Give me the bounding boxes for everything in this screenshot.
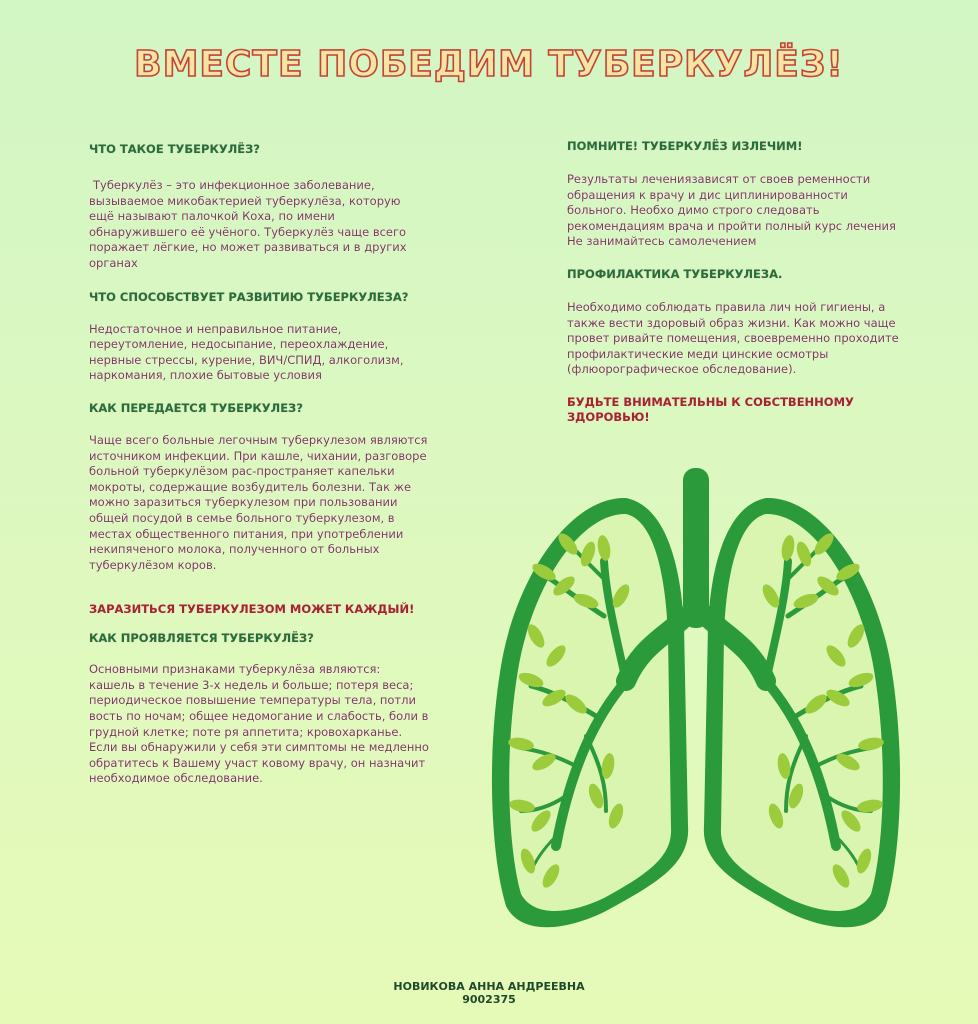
heading-transmission: КАК ПЕРЕДАЕТСЯ ТУБЕРКУЛЕЗ? [89,400,303,415]
trachea [683,468,709,628]
heading-be-attentive: БУДЬТЕ ВНИМАТЕЛЬНЫ К СОБСТВЕННОМУ ЗДОРОВЬЮ! [567,394,854,424]
heading-prevention: ПРОФИЛАКТИКА ТУБЕРКУЛЕЗА. [567,266,783,281]
heading-risk-factors: ЧТО СПОСОБСТВУЕТ РАЗВИТИЮ ТУБЕРКУЛЕЗА? [89,289,409,304]
author-number: 9002375 [462,993,516,1006]
lungs-tree-icon [476,466,916,942]
heading-symptoms: КАК ПРОЯВЛЯЕТСЯ ТУБЕРКУЛЁЗ? [89,631,314,646]
text-prevention: Необходимо соблюдать правила лич ной гигиены, а также вести здоровый образ жизни. Как можно чаще провет ривайте помещения, своевременно проходите профилактические меди цинские осмотры (флюорографическое обследование). [567,299,899,377]
text-transmission: Чаще всего больные легочным туберкулезом являются источником инфекции. При кашле, чихании, разговоре больной туберкулёзом рас-пространяет капельки мокроты, содержащие возбудитель болезни. Так же можно заразиться туберкулезом при пользовании общей посудой в семье больного туберкулезом, в местах общественного питания, при употреблении некипяченого молока, полученного от больных туберкулёзом коров. [89,432,428,572]
text-risk-factors: Недостаточное и неправильное питание, переутомление, недосыпание, переохлаждение, нервные стрессы, курение, ВИЧ/СПИД, алкоголизм, наркомания, плохие бытовые условия [89,321,404,383]
heading-what-is-tb: ЧТО ТАКОЕ ТУБЕРКУЛЁЗ? [89,142,260,156]
poster-title: ВМЕСТЕ ПОБЕДИМ ТУБЕРКУЛЁЗ! [134,44,844,85]
heading-anyone-can-be-infected: ЗАРАЗИТЬСЯ ТУБЕРКУЛЕЗОМ МОЖЕТ КАЖДЫЙ! [89,602,415,617]
author-name: НОВИКОВА АННА АНДРЕЕВНА [393,980,585,993]
text-tb-is-curable: Результаты лечениязависят от своев ременности обращения к врачу и дис циплинированности больного. Необхо димо строго следовать рекомендациям врача и пройти полный курс лечения Не занимайтесь самолечением [567,172,896,249]
right-column [567,139,907,425]
heading-tb-is-curable: ПОМНИТЕ! ТУБЕРКУЛЁЗ ИЗЛЕЧИМ! [567,139,803,153]
text-what-is-tb: Туберкулёз – это инфекционное заболевание, вызываемое микобактерией туберкулёза, которую ещё называют палочкой Коха, по имени обнаружившего её учёного. Туберкулёз чаще всего поражает лёгкие, но может развиваться и в других органах [89,178,407,270]
text-symptoms: Основными признаками туберкулёза являются: кашель в течение 3-х недель и больше; потеря веса; периодическое повышение температуры тела, потли вость по ночам; общее недомогание и слабость, боли в грудной клетке; поте ря аппетита; кровохарканье. Если вы обнаружили у себя эти симптомы не медленно обратитесь к Вашему участ ковому врачу, он назначит необходимое обследование. [89,662,429,786]
author-footer [0,980,978,1006]
left-column [89,142,429,787]
